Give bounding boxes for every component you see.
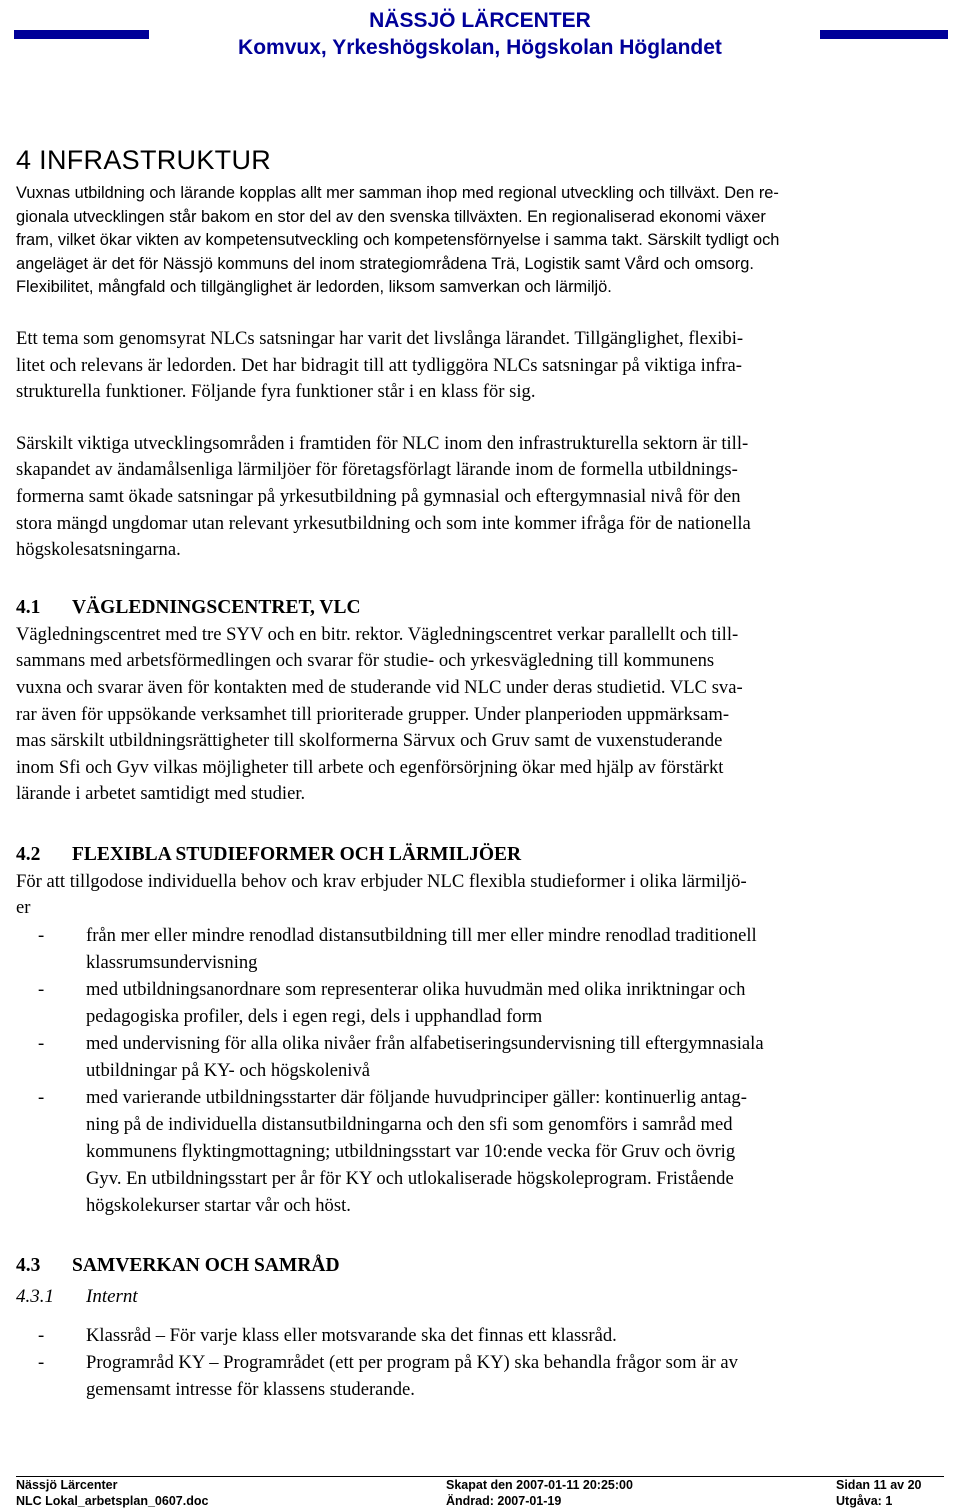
subsection-title: Internt <box>86 1286 138 1308</box>
list-item-line: med undervisning för alla olika nivåer från alfabetiseringsundervisning till eftergymnasiala <box>86 1033 764 1055</box>
document-body <box>16 138 944 1403</box>
section-number: 4.2 <box>16 843 41 865</box>
paragraph-line: inom Sfi och Gyv vilkas möjligheter till arbete och egenförsörjning ökar med hjälp av förstärkt <box>16 756 724 778</box>
paragraph-line: skapandet av ändamålsenliga lärmiljöer för företagsförlagt lärande inom de formella utbildnings- <box>16 459 738 481</box>
list-item <box>16 976 944 1030</box>
footer-changed: Ändrad: 2007-01-19 <box>446 1494 562 1508</box>
list-item-line: Programråd KY – Programrådet (ett per program på KY) ska behandla frågor som är av <box>86 1352 738 1374</box>
paragraph-line: stora mängd ungdomar utan relevant yrkesutbildning och som inte kommer ifråga för de nationella <box>16 512 751 534</box>
section-4-2-text <box>16 869 944 922</box>
footer-page-number: Sidan 11 av 20 <box>836 1478 922 1492</box>
section-title: SAMVERKAN OCH SAMRÅD <box>72 1255 340 1277</box>
paragraph-line: strukturella funktioner. Följande fyra funktioner står i en klass för sig. <box>16 381 536 403</box>
list-item-line: Gyv. En utbildningsstart per år för KY och utlokaliserade högskoleprogram. Fristående <box>86 1168 734 1190</box>
list-item-line: Klassråd – För varje klass eller motsvarande ska det finnas ett klassråd. <box>86 1325 617 1347</box>
paragraph-line: formerna samt ökade satsningar på yrkesutbildning på gymnasial och eftergymnasial nivå för den <box>16 485 741 507</box>
paragraph-line: högskolesatsningarna. <box>16 539 181 561</box>
intro-line: gionala utvecklingen står bakom en stor del av den svenska tillväxten. En regionaliserad ekonomi växer <box>16 207 766 226</box>
intro-line: fram, vilket ökar vikten av kompetensutveckling och kompetensförnyelse i samma takt. Särskilt tydligt och <box>16 231 780 250</box>
dash-bullet: - <box>38 1033 45 1055</box>
list-item-line: med utbildningsanordnare som representerar olika huvudmän med olika inriktningar och <box>86 979 746 1001</box>
dash-bullet: - <box>38 1325 45 1347</box>
list-item <box>16 922 944 976</box>
list-item <box>16 1030 944 1084</box>
dash-bullet: - <box>38 1352 45 1374</box>
paragraph-line: er <box>16 897 31 919</box>
list-item-line: med varierande utbildningsstarter där följande huvudprinciper gäller: kontinuerlig antag- <box>86 1087 747 1109</box>
list-item-line: utbildningar på KY- och högskolenivå <box>86 1060 371 1082</box>
paragraph-line: vuxna och svarar även för kontakten med de studerande vid NLC under deras studietid. VLC sva- <box>16 676 743 698</box>
section-number: 4.1 <box>16 596 41 618</box>
paragraph-line: sammans med arbetsförmedlingen och svarar för studie- och yrkesvägledning till kommunens <box>16 650 715 672</box>
paragraph-lifelong-learning <box>16 326 944 406</box>
header-subtitle: Komvux, Yrkeshögskolan, Högskolan Höglandet <box>238 36 722 59</box>
paragraph-development-areas <box>16 431 944 564</box>
section-number: 4.3 <box>16 1255 41 1277</box>
intro-paragraph <box>16 182 944 300</box>
footer-edition: Utgåva: 1 <box>836 1494 893 1508</box>
section-4-1-text <box>16 622 944 808</box>
list-item-line: pedagogiska profiler, dels i egen regi, dels i upphandlad form <box>86 1006 543 1028</box>
paragraph-line: Särskilt viktiga utvecklingsområden i framtiden för NLC inom den infrastrukturella sektorn är till- <box>16 432 749 454</box>
list-item <box>16 1349 944 1403</box>
list-item-line: högskolekurser startar vår och höst. <box>86 1195 351 1217</box>
paragraph-line: För att tillgodose individuella behov och krav erbjuder NLC flexibla studieformer i olika lärmiljö- <box>16 870 747 892</box>
studieformer-list <box>16 922 944 1219</box>
list-item-line: gemensamt intresse för klassens studerande. <box>86 1379 415 1401</box>
section-heading-4-2 <box>16 841 944 869</box>
subsection-number: 4.3.1 <box>16 1286 54 1308</box>
samverkan-list <box>16 1322 944 1403</box>
dash-bullet: - <box>38 1087 45 1109</box>
section-title: FLEXIBLA STUDIEFORMER OCH LÄRMILJÖER <box>72 843 522 865</box>
list-item <box>16 1322 944 1349</box>
section-heading-4-3 <box>16 1252 944 1280</box>
intro-line: Flexibilitet, mångfald och tillgänglighet är ledorden, liksom samverkan och lärmiljö. <box>16 278 612 297</box>
list-item-line: kommunens flyktingmottagning; utbildningsstart var 10:ende vecka för Gruv och övrig <box>86 1141 736 1163</box>
paragraph-line: rar även för uppsökande verksamhet till prioriterade grupper. Under planperioden uppmärksam- <box>16 703 730 725</box>
paragraph-line: Vägledningscentret med tre SYV och en bitr. rektor. Vägledningscentret verkar parallellt och till- <box>16 623 739 645</box>
footer-filename: NLC Lokal_arbetsplan_0607.doc <box>16 1494 209 1508</box>
section-heading-4-1 <box>16 594 944 622</box>
page-footer <box>16 1476 944 1509</box>
chapter-heading <box>16 138 944 182</box>
section-title: VÄGLEDNINGSCENTRET, VLC <box>72 596 361 618</box>
footer-org: Nässjö Lärcenter <box>16 1478 118 1492</box>
intro-line: Vuxnas utbildning och lärande kopplas allt mer samman ihop med regional utveckling och tillväxt. Den re- <box>16 184 779 202</box>
list-item-line: ning på de individuella distansutbildningarna och den sfi som genomförs i samråd med <box>86 1114 733 1136</box>
subsection-heading-4-3-1 <box>16 1280 944 1314</box>
paragraph-line: litet och relevans är ledorden. Det har bidragit till att tydliggöra NLCs satsningar på viktiga infra- <box>16 354 742 376</box>
chapter-title: INFRASTRUKTUR <box>39 145 272 175</box>
list-item-line: från mer eller mindre renodlad distansutbildning till mer eller mindre renodlad traditionell <box>86 925 757 947</box>
dash-bullet: - <box>38 979 45 1001</box>
paragraph-line: mas särskilt utbildningsrättigheter till skolformerna Särvux och Gruv samt de vuxenstuderande <box>16 730 723 752</box>
chapter-number: 4 <box>16 145 32 175</box>
list-item <box>16 1084 944 1219</box>
footer-created: Skapat den 2007-01-11 20:25:00 <box>446 1478 633 1492</box>
list-item-line: klassrumsundervisning <box>86 952 258 974</box>
paragraph-line: lärande i arbetet samtidigt med studier. <box>16 783 306 805</box>
dash-bullet: - <box>38 925 45 947</box>
intro-line: angeläget är det för Nässjö kommuns del inom strategiområdena Trä, Logistik samt Vård och omsorg. <box>16 254 754 273</box>
paragraph-line: Ett tema som genomsyrat NLCs satsningar har varit det livslånga lärandet. Tillgänglighet, flexibi- <box>16 327 744 349</box>
header-title: NÄSSJÖ LÄRCENTER <box>369 9 591 32</box>
